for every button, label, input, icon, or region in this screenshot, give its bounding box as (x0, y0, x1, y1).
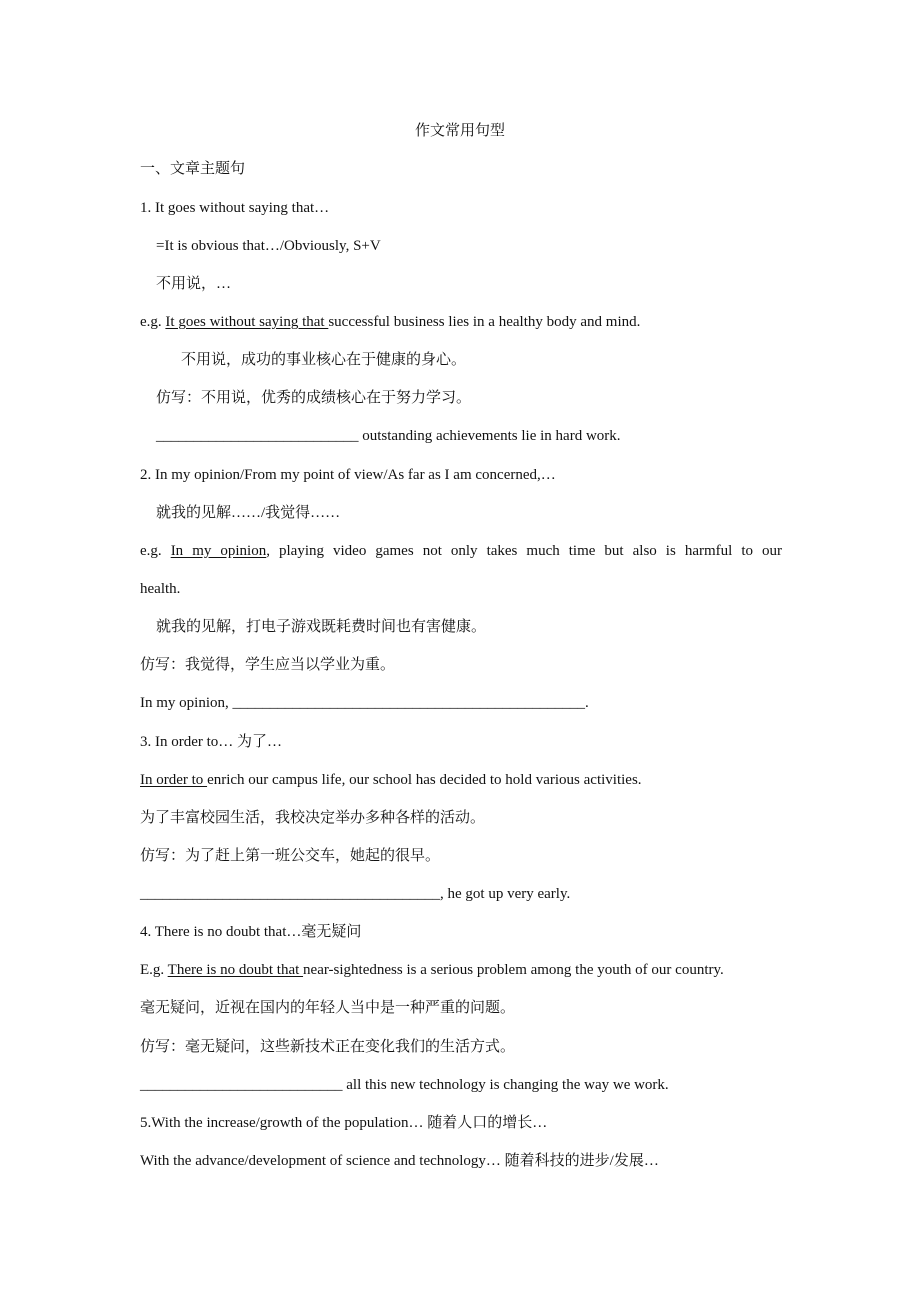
item-3-practice-line (140, 884, 570, 904)
item-5-line-1: 5.With the increase/growth of the population… 随着人口的增长… (140, 1115, 548, 1131)
page-title: 作文常用句型 (414, 123, 505, 139)
item-1-heading: 1. It goes without saying that… (140, 200, 330, 216)
item-2-example-continued: health. (140, 581, 181, 597)
item-4-example-translation: 毫无疑问，近视在国内的年轻人当中是一种严重的问题。 (140, 1000, 516, 1016)
example-key-phrase: In my opinion (170, 543, 267, 559)
section-heading: 一、文章主题句 (140, 161, 246, 177)
item-4-practice-prompt: 仿写：毫无疑问，这些新技术正在变化我们的生活方式。 (140, 1039, 516, 1055)
practice-rest: outstanding achievements lie in hard work. (358, 428, 621, 444)
item-4-example (140, 960, 724, 980)
item-3-example-translation: 为了丰富校园生活，我校决定举办多种各样的活动。 (140, 810, 486, 826)
practice-end: . (585, 695, 589, 711)
item-1-practice-prompt: 仿写：不用说，优秀的成绩核心在于努力学习。 (156, 390, 472, 406)
example-key-phrase: In order to (140, 772, 208, 788)
practice-blank[interactable]: _______________________________________________ (232, 695, 585, 711)
example-prefix: e.g. (140, 543, 171, 559)
example-rest: near-sightedness is a serious problem among the youth of our country. (303, 962, 724, 978)
practice-blank[interactable]: ________________________________________ (140, 886, 440, 902)
example-rest: , playing video games not only takes much time but also is harmful to our (266, 543, 783, 559)
item-2-example (140, 541, 782, 561)
example-rest: successful business lies in a healthy body and mind. (328, 314, 641, 330)
item-4-heading: 4. There is no doubt that…毫无疑问 (140, 924, 362, 940)
practice-rest: , he got up very early. (440, 886, 571, 902)
item-3-heading: 3. In order to… 为了… (140, 734, 283, 750)
item-1-practice-line (156, 426, 621, 446)
example-prefix: E.g. (140, 962, 168, 978)
item-1-meaning: 不用说，… (156, 276, 232, 292)
item-4-practice-line (140, 1075, 669, 1095)
item-1-example-translation: 不用说，成功的事业核心在于健康的身心。 (181, 352, 467, 368)
item-2-example-translation: 就我的见解，打电子游戏既耗费时间也有害健康。 (156, 619, 487, 635)
practice-prefix: In my opinion, (140, 695, 233, 711)
item-1-equivalent: =It is obvious that…/Obviously, S+V (156, 238, 381, 254)
example-prefix: e.g. (140, 314, 166, 330)
item-1-example (140, 312, 640, 332)
item-2-practice-prompt: 仿写：我觉得，学生应当以学业为重。 (140, 657, 396, 673)
example-key-phrase: There is no doubt that (167, 962, 304, 978)
item-2-meaning: 就我的见解……/我觉得…… (156, 505, 341, 521)
practice-blank[interactable]: ___________________________ (156, 428, 359, 444)
practice-rest: all this new technology is changing the way we work. (342, 1077, 669, 1093)
item-3-example (140, 770, 642, 790)
item-2-practice-line (140, 693, 589, 713)
item-2-heading: 2. In my opinion/From my point of view/As far as I am concerned,… (140, 467, 556, 483)
example-key-phrase: It goes without saying that (165, 314, 329, 330)
item-3-practice-prompt: 仿写：为了赶上第一班公交车，她起的很早。 (140, 848, 441, 864)
item-5-line-2: With the advance/development of science and technology… 随着科技的进步/发展… (140, 1153, 659, 1169)
practice-blank[interactable]: ___________________________ (140, 1077, 343, 1093)
example-rest: enrich our campus life, our school has decided to hold various activities. (207, 772, 642, 788)
